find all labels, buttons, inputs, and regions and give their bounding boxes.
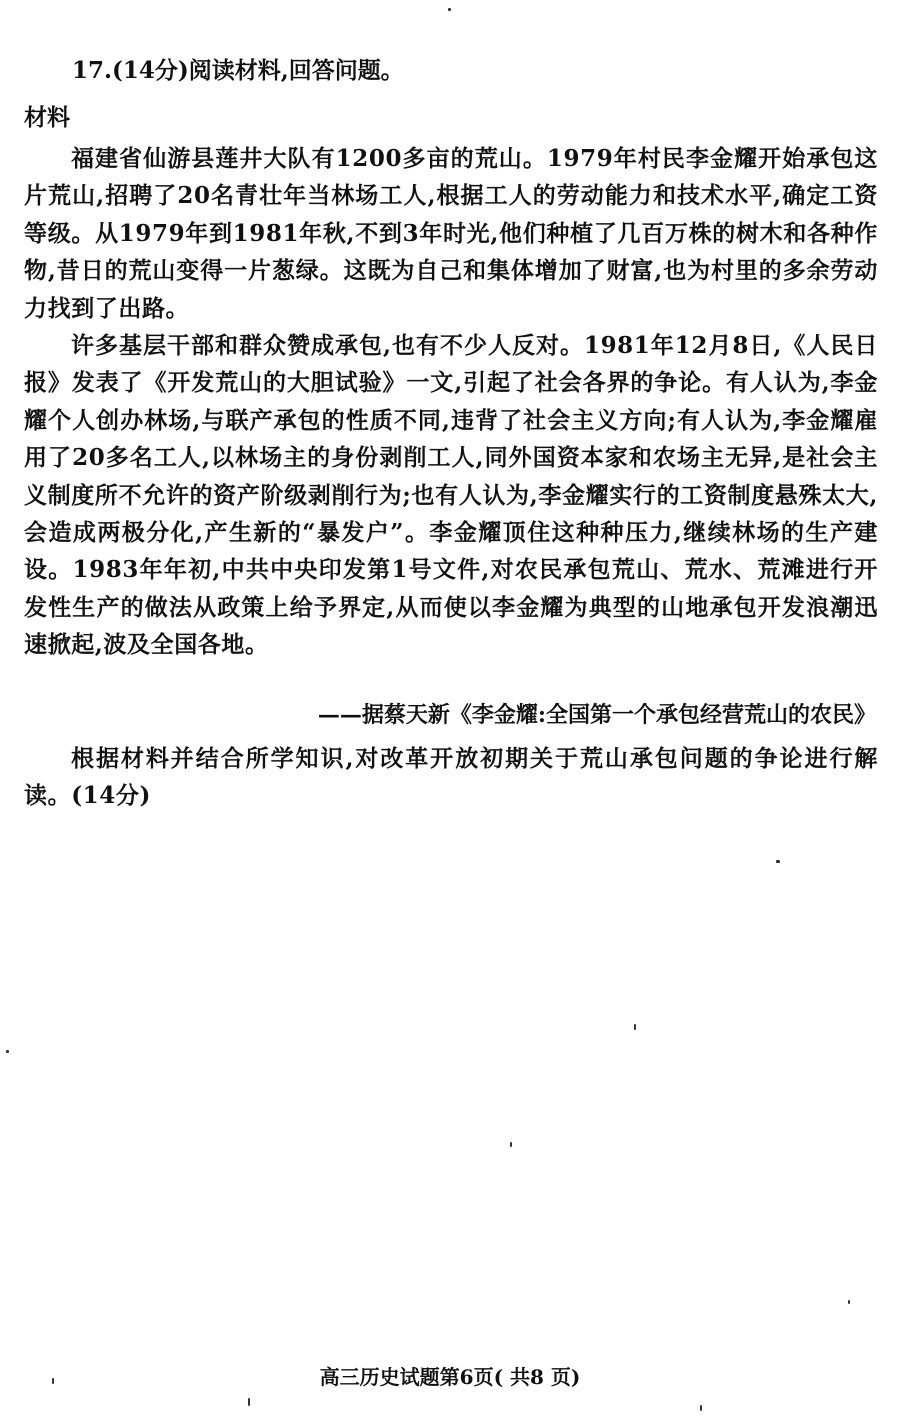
material-paragraph-1: 福建省仙游县莲井大队有1200多亩的荒山。1979年村民李金耀开始承包这片荒山,招聘了20名青壮年当林场工人,根据工人的劳动能力和技术水平,确定工资等级。从1979年到1981年秋,不到3年时光,他们种植了几百万株的树木和各种作物,昔日的荒山变得一片葱绿。这既为自己和集体增加了财富,也为村里的多余劳动力找到了出路。 xyxy=(24,145,878,322)
scan-speck xyxy=(6,1050,9,1053)
question-task: 根据材料并结合所学知识,对改革开放初期关于荒山承包问题的争论进行解读。(14分) xyxy=(24,745,878,810)
scan-speck xyxy=(848,1300,850,1304)
scan-speck xyxy=(248,1398,250,1406)
scan-speck xyxy=(448,8,451,11)
scan-speck xyxy=(52,1378,54,1384)
scan-speck xyxy=(510,1142,512,1147)
scan-speck xyxy=(634,1024,636,1030)
scan-speck xyxy=(776,860,780,863)
material-paragraph-2: 许多基层干部和群众赞成承包,也有不少人反对。1981年12月8日,《人民日报》发表了《开发荒山的大胆试验》一文,引起了社会各界的争论。有人认为,李金耀个人创办林场,与联产承包的性质不同,违背了社会主义方向;有人认为,李金耀雇用了20多名工人,以林场主的身份剥削工人,同外国资本家和农场主无异,是社会主义制度所不允许的资产阶级剥削行为;也有人认为,李金耀实行的工资制度悬殊太大,会造成两极分化,产生新的“暴发户”。李金耀顶住这种种压力,继续林场的生产建设。1983年年初,中共中央印发第1号文件,对农民承包荒山、荒水、荒滩进行开发性生产的做法从政策上给予界定,从而使以李金耀为典型的山地承包开发浪潮迅速掀起,波及全国各地。 xyxy=(24,332,878,659)
material-label: 材料 xyxy=(24,104,70,131)
question-header: 17.(14分)阅读材料,回答问题。 xyxy=(72,57,404,84)
scan-speck xyxy=(700,1405,702,1411)
material-source-citation: ——据蔡天新《李金耀:全国第一个承包经营荒山的农民》 xyxy=(317,702,876,728)
page-footer: 高三历史试题第6页( 共8 页) xyxy=(319,1365,581,1389)
